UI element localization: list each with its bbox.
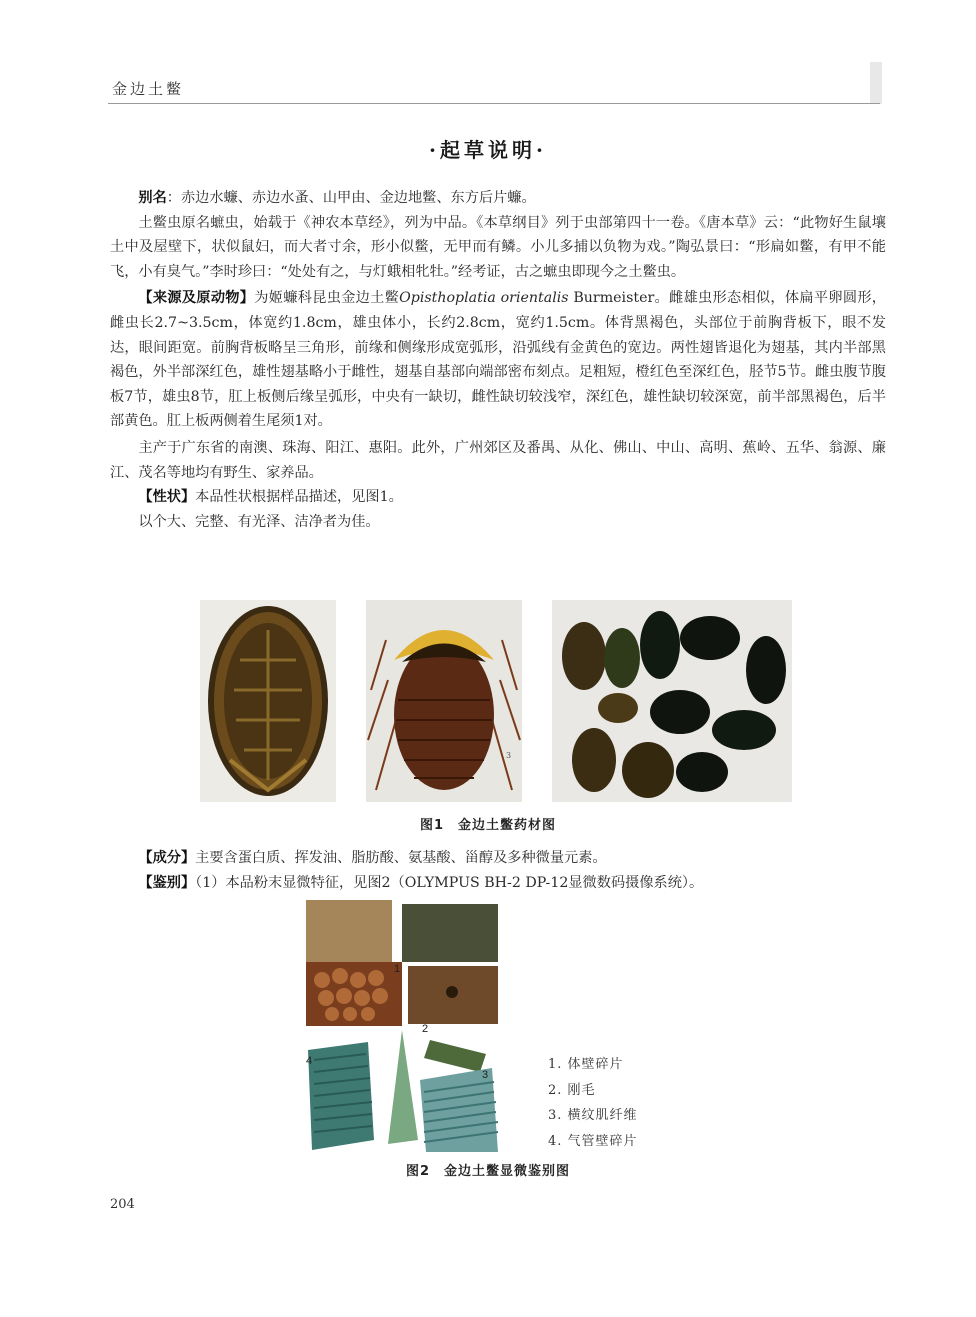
figure1-panel-dorsal bbox=[366, 600, 522, 802]
header-tab bbox=[870, 62, 882, 104]
header-rule bbox=[108, 103, 880, 104]
history-paragraph: 土鳖虫原名蟅虫，始载于《神农本草经》，列为中品。《本草纲目》列于虫部第四十一卷。《唐本草》云：“此物好生鼠壤土中及屋壁下，状似鼠妇，而大者寸余，形小似鳖，无甲而有鳞。小儿多捕以负物为戏。”陶弘景曰：“形扁如鳖，有甲不能飞，小有臭气。”李时珍曰：“处处有之，与灯蛾相牝牡。”经考证，古之蟅虫即现今之土鳖虫。 bbox=[110, 214, 886, 280]
figure2-micrograph bbox=[302, 900, 502, 1158]
quality-paragraph: 以个大、完整、有光泽、洁净者为佳。 bbox=[138, 513, 380, 530]
running-title: 金边土鳖 bbox=[112, 80, 185, 98]
beetle-group-photo bbox=[552, 600, 792, 802]
micro-label-3: 3 bbox=[482, 1069, 489, 1081]
source-latin: Opisthoplatia orientalis bbox=[399, 290, 569, 307]
source-post: Burmeister。雌雄虫形态相似，体扁平卵圆形，雌虫长2.7~3.5cm，体宽约1.8cm，雄虫体小，长约2.8cm，宽约1.5cm。体背黑褐色，头部位于前胸背板下，眼不发达，眼间距宽。前胸背板略呈三角形，前缘和侧缘形成宽弧形，沿弧线有金黄色的宽边。两性翅皆退化为翅基，其内半部黑褐色，外半部深红色，雄性翅基略小于雌性，翅基自基部向端部密布刻点。足粗短，橙红色至深红色，胫节5节。雌虫腹节腹板7节，雄虫8节，肛上板侧后缘呈弧形，中央有一缺切，雌性缺切较浅窄，深红色，雄性缺切较深宽，前半部黑褐色，后半部黄色。肛上板两侧着生尾须1对。 bbox=[110, 290, 886, 430]
source-pre: 为姬蠊科昆虫金边土鳖 bbox=[254, 290, 400, 307]
alias-paragraph bbox=[110, 186, 886, 211]
identify-paragraph bbox=[110, 871, 886, 896]
section-title: ·起草说明· bbox=[429, 138, 547, 162]
identify-text: （1）本品粉末显微特征，见图2（OLYMPUS BH-2 DP-12显微数码摄像系统）。 bbox=[195, 874, 704, 891]
main-text-lower bbox=[110, 846, 886, 895]
distribution-paragraph: 主产于广东省的南澳、珠海、阳江、惠阳。此外，广州郊区及番禺、从化、佛山、中山、高明、蕉岭、五华、翁源、廉江、茂名等地均有野生、家养品。 bbox=[110, 439, 886, 481]
identify-label: 【鉴别】 bbox=[138, 874, 196, 891]
main-text bbox=[110, 186, 886, 534]
alias-label: 别名 bbox=[138, 190, 167, 206]
character-label: 【性状】 bbox=[138, 489, 196, 506]
figure1-panel-ventral bbox=[200, 600, 336, 802]
figure2-caption: 图2 金边土鳖显微鉴别图 bbox=[405, 1164, 571, 1179]
source-paragraph bbox=[110, 286, 886, 434]
figure2-legend bbox=[548, 1052, 638, 1154]
source-label: 【来源及原动物】 bbox=[138, 290, 255, 307]
micro-label-1: 1 bbox=[394, 963, 401, 975]
figure1-panel-group bbox=[552, 600, 792, 802]
legend-item: 2. 刚毛 bbox=[548, 1082, 596, 1098]
legend-item: 3. 横纹肌纤维 bbox=[548, 1108, 638, 1123]
beetle-ventral-photo bbox=[200, 600, 336, 802]
beetle-dorsal-photo bbox=[366, 600, 522, 802]
micro-label-2: 2 bbox=[422, 1023, 429, 1035]
composition-paragraph bbox=[110, 846, 886, 871]
page-number: 204 bbox=[110, 1197, 135, 1212]
micrograph-collage bbox=[302, 900, 502, 1158]
micro-label-4: 4 bbox=[306, 1055, 313, 1067]
composition-text: 主要含蛋白质、挥发油、脂肪酸、氨基酸、甾醇及多种微量元素。 bbox=[195, 850, 607, 866]
figure1-caption: 图1 金边土鳖药材图 bbox=[419, 818, 557, 833]
legend-item: 1. 体壁碎片 bbox=[548, 1057, 624, 1072]
character-paragraph bbox=[110, 485, 886, 510]
character-text: 本品性状根据样品描述，见图1。 bbox=[195, 489, 403, 506]
alias-text: ：赤边水蠊、赤边水蚤、山甲由、金边地鳖、东方后片蠊。 bbox=[166, 190, 536, 206]
legend-item: 4. 气管壁碎片 bbox=[548, 1133, 638, 1149]
panel-number: 3 bbox=[506, 751, 512, 760]
composition-label: 【成分】 bbox=[138, 850, 196, 866]
